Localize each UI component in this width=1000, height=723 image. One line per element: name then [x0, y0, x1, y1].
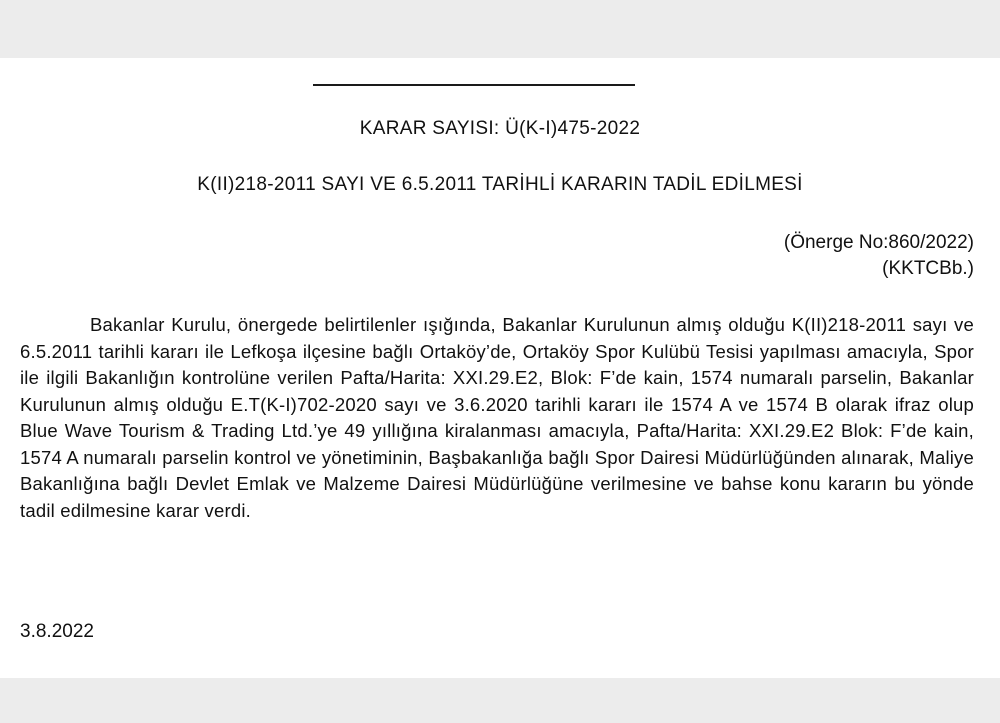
document-page — [0, 58, 1000, 678]
decision-number: KARAR SAYISI: Ü(K-I)475-2022 — [359, 118, 641, 139]
proposal-number: (Önerge No:860/2022) — [783, 232, 974, 253]
decision-title: K(II)218-2011 SAYI VE 6.5.2011 TARİHLİ KARARIN TADİL EDİLMESİ — [197, 174, 803, 195]
decision-date: 3.8.2022 — [20, 621, 94, 642]
decision-body: Bakanlar Kurulu, önergede belirtilenler ışığında, Bakanlar Kurulunun almış olduğu K(II)218-2011 sayı ve 6.5.2011 tarihli kararı ile Lefkoşa ilçesine bağlı Ortaköy’de, Ortaköy Spor Kulübü Tesisi yapılması amacıyla, Spor ile ilgili Bakanlığın kontrolüne verilen Pafta/Harita: XXI.29.E2, Blok: F’de kain, 1574 numaralı parselin, Bakanlar Kurulunun almış olduğu E.T(K-I)702-2020 sayı ve 3.6.2020 tarihli kararı ile 1574 A ve 1574 B olarak ifraz olup Blue Wave Tourism & Trading Ltd.’ye 49 yıllığına kiralanması amacıyla, Pafta/Harita: XXI.29.E2 Blok: F’de kain, 1574 A numaralı parselin kontrol ve yönetiminin, Başbakanlığa bağlı Spor Dairesi Müdürlüğünden alınarak, Maliye Bakanlığına bağlı Devlet Emlak ve Malzeme Dairesi Müdürlüğüne verilmesine ve bahse konu kararın bu yönde tadil edilmesine karar verdi. — [20, 314, 974, 521]
reference-block — [784, 230, 974, 282]
top-margin — [0, 0, 1000, 58]
bottom-margin — [0, 678, 1000, 723]
reference-source: (KKTCBb.) — [882, 258, 974, 279]
header-rule — [313, 84, 635, 86]
